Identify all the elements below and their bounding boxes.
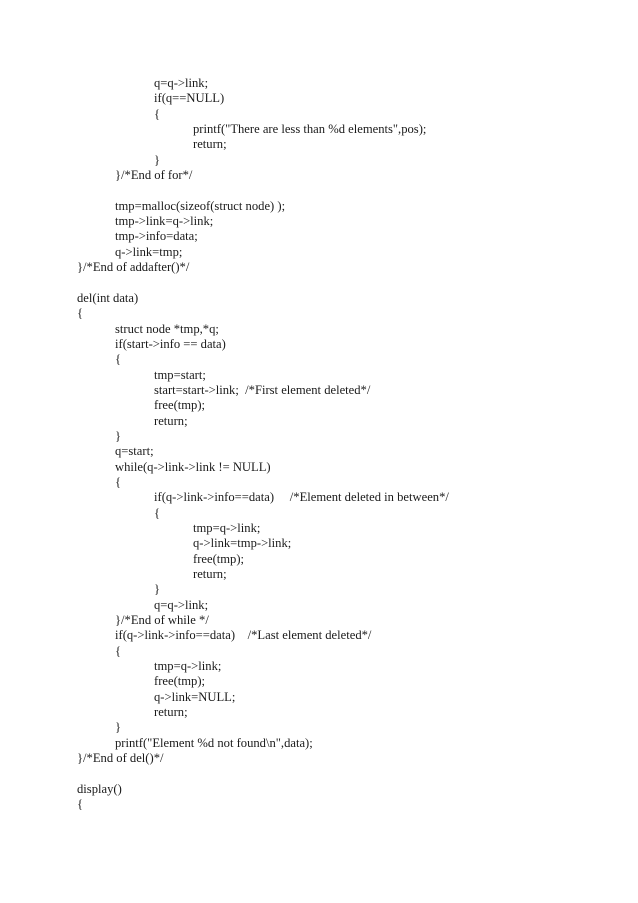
code-line: }/*End of del()*/ xyxy=(77,751,164,766)
code-line: if(start->info == data) xyxy=(115,336,226,351)
code-line: }/*End of addafter()*/ xyxy=(77,260,190,275)
code-line: q->link=tmp->link; xyxy=(193,536,292,551)
code-line: q=start; xyxy=(115,444,154,459)
code-line: { xyxy=(77,306,84,321)
code-line: free(tmp); xyxy=(154,398,206,413)
code-line: del(int data) xyxy=(77,290,139,305)
code-line: return; xyxy=(193,137,227,152)
code-line: printf("There are less than %d elements",pos); xyxy=(193,122,427,137)
code-line: { xyxy=(77,797,84,812)
code-line: q->link=tmp; xyxy=(115,244,183,259)
code-line: tmp->link=q->link; xyxy=(115,214,214,229)
code-line: { xyxy=(115,352,122,367)
blank-line xyxy=(77,183,617,198)
code-line: }/*End of while */ xyxy=(115,613,209,628)
code-line: struct node *tmp,*q; xyxy=(115,321,219,336)
code-line: free(tmp); xyxy=(154,674,206,689)
code-line: } xyxy=(154,152,161,167)
code-line: return; xyxy=(154,705,188,720)
code-line: if(q->link->info==data) /*Last element deleted*/ xyxy=(115,628,372,643)
code-line: return; xyxy=(193,567,227,581)
code-line: } xyxy=(115,428,122,443)
code-line: tmp=q->link; xyxy=(193,520,261,535)
code-line: tmp=start; xyxy=(154,367,206,382)
code-line: } xyxy=(154,582,161,597)
code-line: q=q->link; xyxy=(154,76,209,90)
code-listing xyxy=(77,76,617,813)
code-line: display() xyxy=(77,781,122,796)
code-line: start=start->link; /*First element deleted*/ xyxy=(154,382,371,397)
code-line: { xyxy=(154,505,161,520)
code-line: tmp->info=data; xyxy=(115,229,198,244)
code-line: } xyxy=(115,720,122,735)
code-line: if(q==NULL) xyxy=(154,91,225,106)
code-line: q->link=NULL; xyxy=(154,689,236,704)
code-line: tmp=malloc(sizeof(struct node) ); xyxy=(115,198,286,213)
code-line: { xyxy=(154,106,161,121)
code-line: printf("Element %d not found\n",data); xyxy=(115,735,313,750)
code-line: free(tmp); xyxy=(193,551,245,566)
blank-line xyxy=(77,275,617,290)
code-line: { xyxy=(115,474,122,489)
code-line: tmp=q->link; xyxy=(154,659,222,674)
code-line: { xyxy=(115,643,122,658)
blank-line xyxy=(77,766,617,781)
code-line: if(q->link->info==data) /*Element deleted in between*/ xyxy=(154,490,449,505)
code-line: q=q->link; xyxy=(154,597,209,612)
code-line: }/*End of for*/ xyxy=(115,168,193,183)
code-line: while(q->link->link != NULL) xyxy=(115,459,271,474)
code-line: return; xyxy=(154,413,188,428)
